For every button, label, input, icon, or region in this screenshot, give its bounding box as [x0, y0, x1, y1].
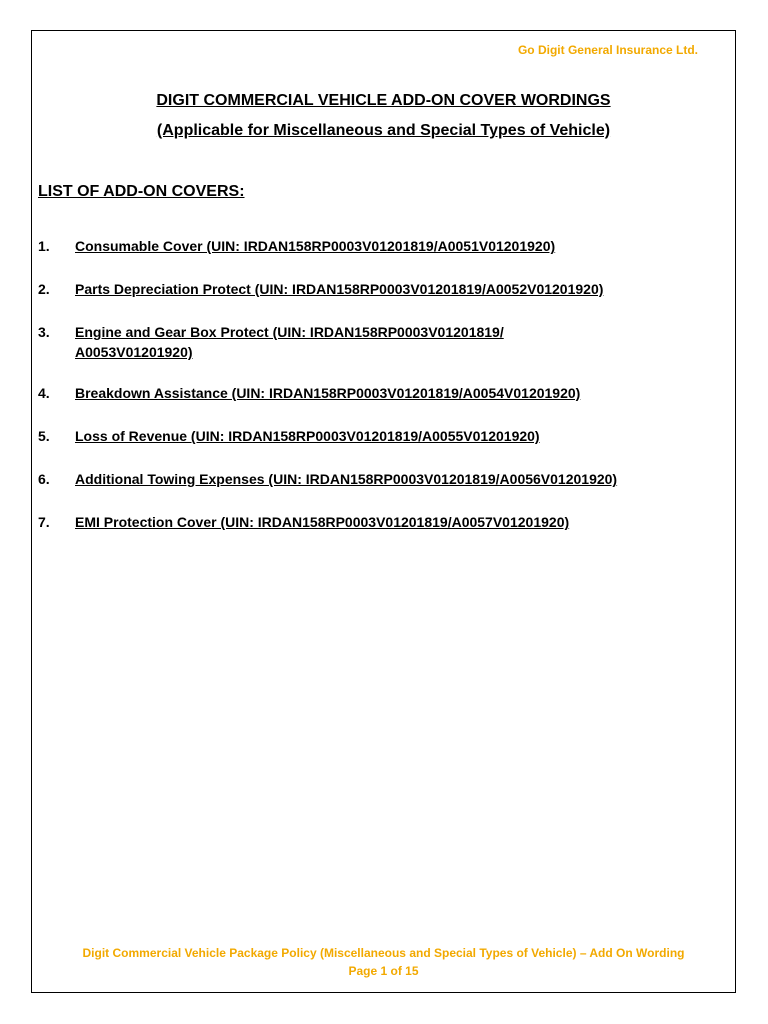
document-subtitle: (Applicable for Miscellaneous and Special Types of Vehicle)	[156, 122, 611, 139]
list-item-text: EMI Protection Cover (UIN: IRDAN158RP0003V01201819/A0057V01201920)	[75, 514, 570, 530]
list-item-text: Consumable Cover (UIN: IRDAN158RP0003V01201819/A0051V01201920)	[75, 238, 556, 254]
list-item	[38, 279, 718, 299]
list-item-text: Additional Towing Expenses (UIN: IRDAN158RP0003V01201819/A0056V01201920)	[75, 471, 618, 487]
add-on-list-heading: LIST OF ADD-ON COVERS:	[38, 183, 245, 200]
list-item	[38, 322, 718, 362]
list-item-number: 2.	[38, 281, 50, 297]
list-item-number: 6.	[38, 471, 50, 487]
list-item-number: 7.	[38, 514, 50, 530]
list-item-text: Parts Depreciation Protect (UIN: IRDAN158RP0003V01201819/A0052V01201920)	[75, 281, 604, 297]
list-item	[38, 469, 718, 489]
list-item	[38, 426, 718, 446]
list-item-number: 5.	[38, 428, 50, 444]
add-on-cover-list	[38, 236, 718, 555]
list-item-number: 3.	[38, 324, 50, 340]
list-item	[38, 512, 718, 532]
list-item	[38, 383, 718, 403]
list-item	[38, 236, 718, 256]
document-title: DIGIT COMMERCIAL VEHICLE ADD-ON COVER WORDINGS	[156, 92, 611, 109]
list-item-text: Engine and Gear Box Protect (UIN: IRDAN158RP0003V01201819/ A0053V01201920)	[75, 324, 504, 360]
list-item-text: Breakdown Assistance (UIN: IRDAN158RP0003V01201819/A0054V01201920)	[75, 385, 581, 401]
list-item-number: 1.	[38, 238, 50, 254]
list-item-number: 4.	[38, 385, 50, 401]
list-item-text: Loss of Revenue (UIN: IRDAN158RP0003V01201819/A0055V01201920)	[75, 428, 540, 444]
footer-policy-name: Digit Commercial Vehicle Package Policy (Miscellaneous and Special Types of Vehicle) – Add On Wording	[82, 946, 685, 960]
company-name-header: Go Digit General Insurance Ltd.	[517, 43, 698, 57]
footer-page-number: Page 1 of 15	[348, 964, 419, 978]
